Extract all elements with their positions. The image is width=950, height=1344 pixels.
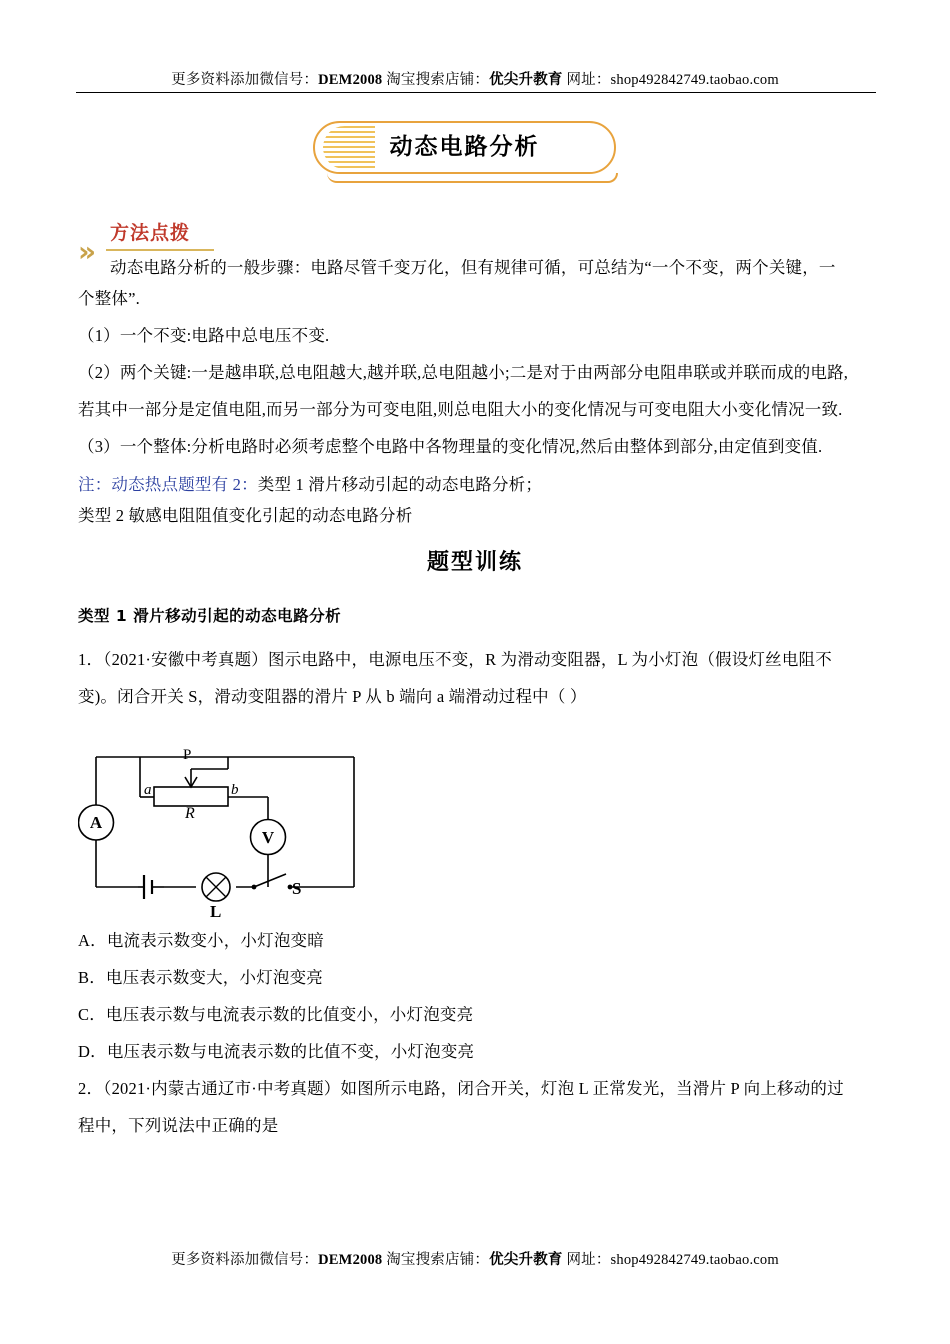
question-1-line-2 <box>78 681 888 712</box>
double-chevron-icon: » <box>78 235 97 268</box>
footer-shop-name: 优尖升教育 <box>489 1252 563 1268</box>
method-paragraph-4: （2）两个关键:一是越串联,总电阻越大,越并联,总电阻越小;二是对于由两部分电阻串联或并联而成的电路, <box>78 363 849 382</box>
page-header <box>0 68 950 89</box>
question-1-text-2: 变)。闭合开关 S，滑动变阻器的滑片 P 从 b 端向 a 端滑动过程中（ ） <box>78 687 587 706</box>
method-paragraph-1: 动态电路分析的一般步骤：电路尽管千变万化，但有规律可循，可总结为“一个不变，两个关键，一 <box>110 258 836 277</box>
method-paragraph-3: （1）一个不变:电路中总电压不变. <box>78 326 330 345</box>
voltmeter-label: V <box>261 828 275 847</box>
footer-middle: 淘宝搜索店铺： <box>386 1252 490 1268</box>
method-paragraph-2: 个整体”. <box>78 289 140 308</box>
label-switch-S: S <box>292 879 302 898</box>
question-1-option-b: B．电压表示数变大，小灯泡变亮 <box>78 968 324 987</box>
page-title: 动态电路分析 <box>389 134 540 160</box>
method-paragraph-6: （3）一个整体:分析电路时必须考虑整个电路中各物理量的变化情况,然后由整体到部分,由定值到变值. <box>78 437 823 456</box>
footer-wechat-id: DEM2008 <box>318 1252 383 1268</box>
header-divider <box>76 92 876 93</box>
footer-prefix: 更多资料添加微信号： <box>171 1252 319 1268</box>
question-1-option-c: C．电压表示数与电流表示数的比值变小，小灯泡变亮 <box>78 1005 474 1024</box>
page-footer <box>0 1248 950 1269</box>
type-1-heading: 类型 1 滑片移动引起的动态电路分析 <box>78 607 342 625</box>
title-banner <box>313 121 616 174</box>
header-url: shop492842749.taobao.com <box>610 72 779 88</box>
method-heading: 方法点拨 <box>110 222 191 244</box>
footer-url-label: 网址： <box>566 1252 611 1268</box>
hot-topic-note-label: 注：动态热点题型有 2： <box>78 475 258 494</box>
ammeter-label: A <box>89 813 103 832</box>
method-paragraph-5: 若其中一部分是定值电阻,而另一部分为可变电阻,则总电阻大小的变化情况与可变电阻大小变化情况一致. <box>78 400 843 419</box>
header-wechat-id: DEM2008 <box>318 72 383 88</box>
hot-topic-type-1: 类型 1 滑片移动引起的动态电路分析； <box>257 475 543 494</box>
label-slider-P: P <box>183 747 192 763</box>
label-terminal-b: b <box>231 782 239 798</box>
label-terminal-a: a <box>144 782 152 798</box>
footer-url: shop492842749.taobao.com <box>610 1252 779 1268</box>
circuit-diagram <box>78 727 408 921</box>
question-2-line-2: 程中，下列说法中正确的是 <box>78 1116 279 1135</box>
question-1-text-1: 1．（2021·安徽中考真题）图示电路中，电源电压不变，R 为滑动变阻器，L 为小灯泡（假设灯丝电阻不 <box>78 650 832 669</box>
question-2-line-1: 2．（2021·内蒙古通辽市·中考真题）如图所示电路，闭合开关，灯泡 L 正常发光，当滑片 P 向上移动的过 <box>78 1079 844 1098</box>
question-1-option-d: D．电压表示数与电流表示数的比值不变，小灯泡变亮 <box>78 1042 475 1061</box>
hot-topic-type-2: 类型 2 敏感电阻阻值变化引起的动态电路分析 <box>78 506 413 525</box>
banner-shadow <box>327 173 618 183</box>
label-lamp-L: L <box>210 902 222 921</box>
label-resistor-R: R <box>185 805 195 822</box>
hot-topic-note <box>78 469 878 500</box>
method-heading-underline <box>106 249 214 251</box>
header-prefix: 更多资料添加微信号： <box>171 72 319 88</box>
header-middle: 淘宝搜索店铺： <box>386 72 490 88</box>
circuit-diagram-svg <box>78 727 408 917</box>
training-heading: 题型训练 <box>426 550 523 575</box>
header-shop-name: 优尖升教育 <box>489 72 563 88</box>
question-1-line-1 <box>78 644 888 675</box>
header-url-label: 网址： <box>566 72 611 88</box>
question-1-option-a: A．电流表示数变小，小灯泡变暗 <box>78 931 324 950</box>
